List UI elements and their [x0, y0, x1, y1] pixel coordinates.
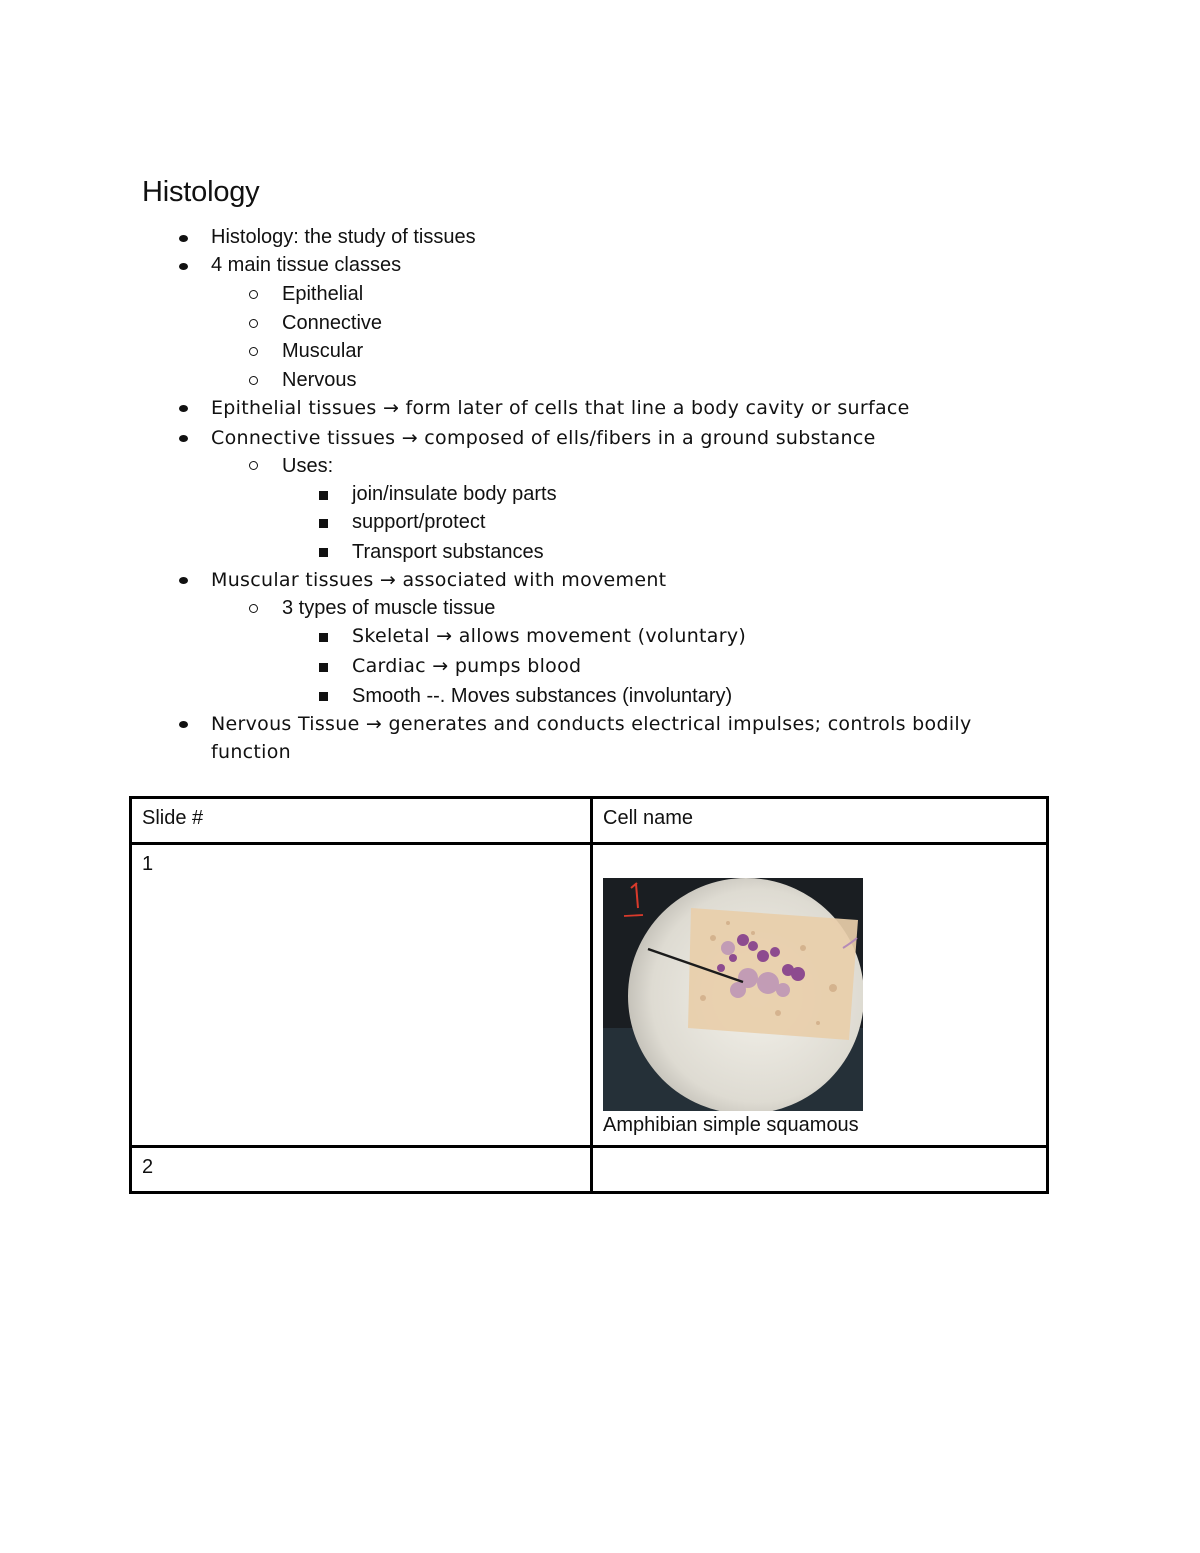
slide-number-cell	[131, 1147, 592, 1193]
header-slide-number: Slide #	[131, 798, 592, 844]
list-item: support/protect	[352, 511, 486, 533]
bullet-circle	[249, 319, 258, 328]
bullet-square	[319, 633, 328, 642]
list-item-continuation: function	[211, 741, 292, 763]
list-item: Connective tissues → composed of ells/fibers in a ground substance	[211, 427, 876, 449]
bullet-circle	[249, 290, 258, 299]
bullet-dot	[179, 435, 188, 442]
slide-number: 2	[142, 1156, 154, 1178]
microscope-photo	[603, 878, 863, 1111]
list-item: Uses:	[282, 455, 334, 477]
bullet-dot	[179, 721, 188, 728]
bullet-circle	[249, 461, 258, 470]
table-row	[131, 844, 1048, 1147]
bullet-square	[319, 519, 328, 528]
bullet-dot	[179, 263, 188, 270]
list-item: Smooth --. Moves substances (involuntary)	[352, 685, 733, 707]
page-title: Histology	[142, 176, 260, 208]
bullet-dot	[179, 405, 188, 412]
list-item: Transport substances	[352, 541, 544, 563]
table-row	[131, 1147, 1048, 1193]
slide-number-cell	[131, 844, 592, 1147]
list-item: Epithelial tissues → form later of cells that line a body cavity or surface	[211, 397, 910, 419]
bullet-circle	[249, 347, 258, 356]
cell-name-cell	[592, 1147, 1048, 1193]
list-item: Muscular	[282, 340, 364, 362]
list-item: 4 main tissue classes	[211, 254, 402, 276]
list-item: Epithelial	[282, 283, 364, 305]
bullet-square	[319, 663, 328, 672]
list-item: Cardiac → pumps blood	[352, 655, 582, 677]
bullet-square	[319, 491, 328, 500]
list-item: Connective	[282, 312, 383, 334]
list-item: Muscular tissues → associated with movement	[211, 569, 667, 591]
bullet-square	[319, 548, 328, 557]
list-item: 3 types of muscle tissue	[282, 597, 496, 619]
slides-table	[129, 796, 1049, 1194]
bullet-circle	[249, 376, 258, 385]
list-item: Nervous	[282, 369, 357, 391]
bullet-dot	[179, 577, 188, 584]
bullet-dot	[179, 235, 188, 242]
cell-name-cell	[592, 844, 1048, 1147]
list-item: Nervous Tissue → generates and conducts electrical impulses; controls bodily	[211, 713, 972, 735]
cell-name-caption: Amphibian simple squamous	[603, 1114, 859, 1136]
slide-number: 1	[142, 853, 154, 875]
bullet-square	[319, 692, 328, 701]
header-cell-name: Cell name	[592, 798, 1048, 844]
bullet-circle	[249, 604, 258, 613]
list-item: join/insulate body parts	[352, 483, 557, 505]
microscope-slide-image	[603, 878, 863, 1111]
table-header-row	[131, 798, 1048, 844]
list-item: Skeletal → allows movement (voluntary)	[352, 625, 747, 647]
list-item: Histology: the study of tissues	[211, 226, 476, 248]
